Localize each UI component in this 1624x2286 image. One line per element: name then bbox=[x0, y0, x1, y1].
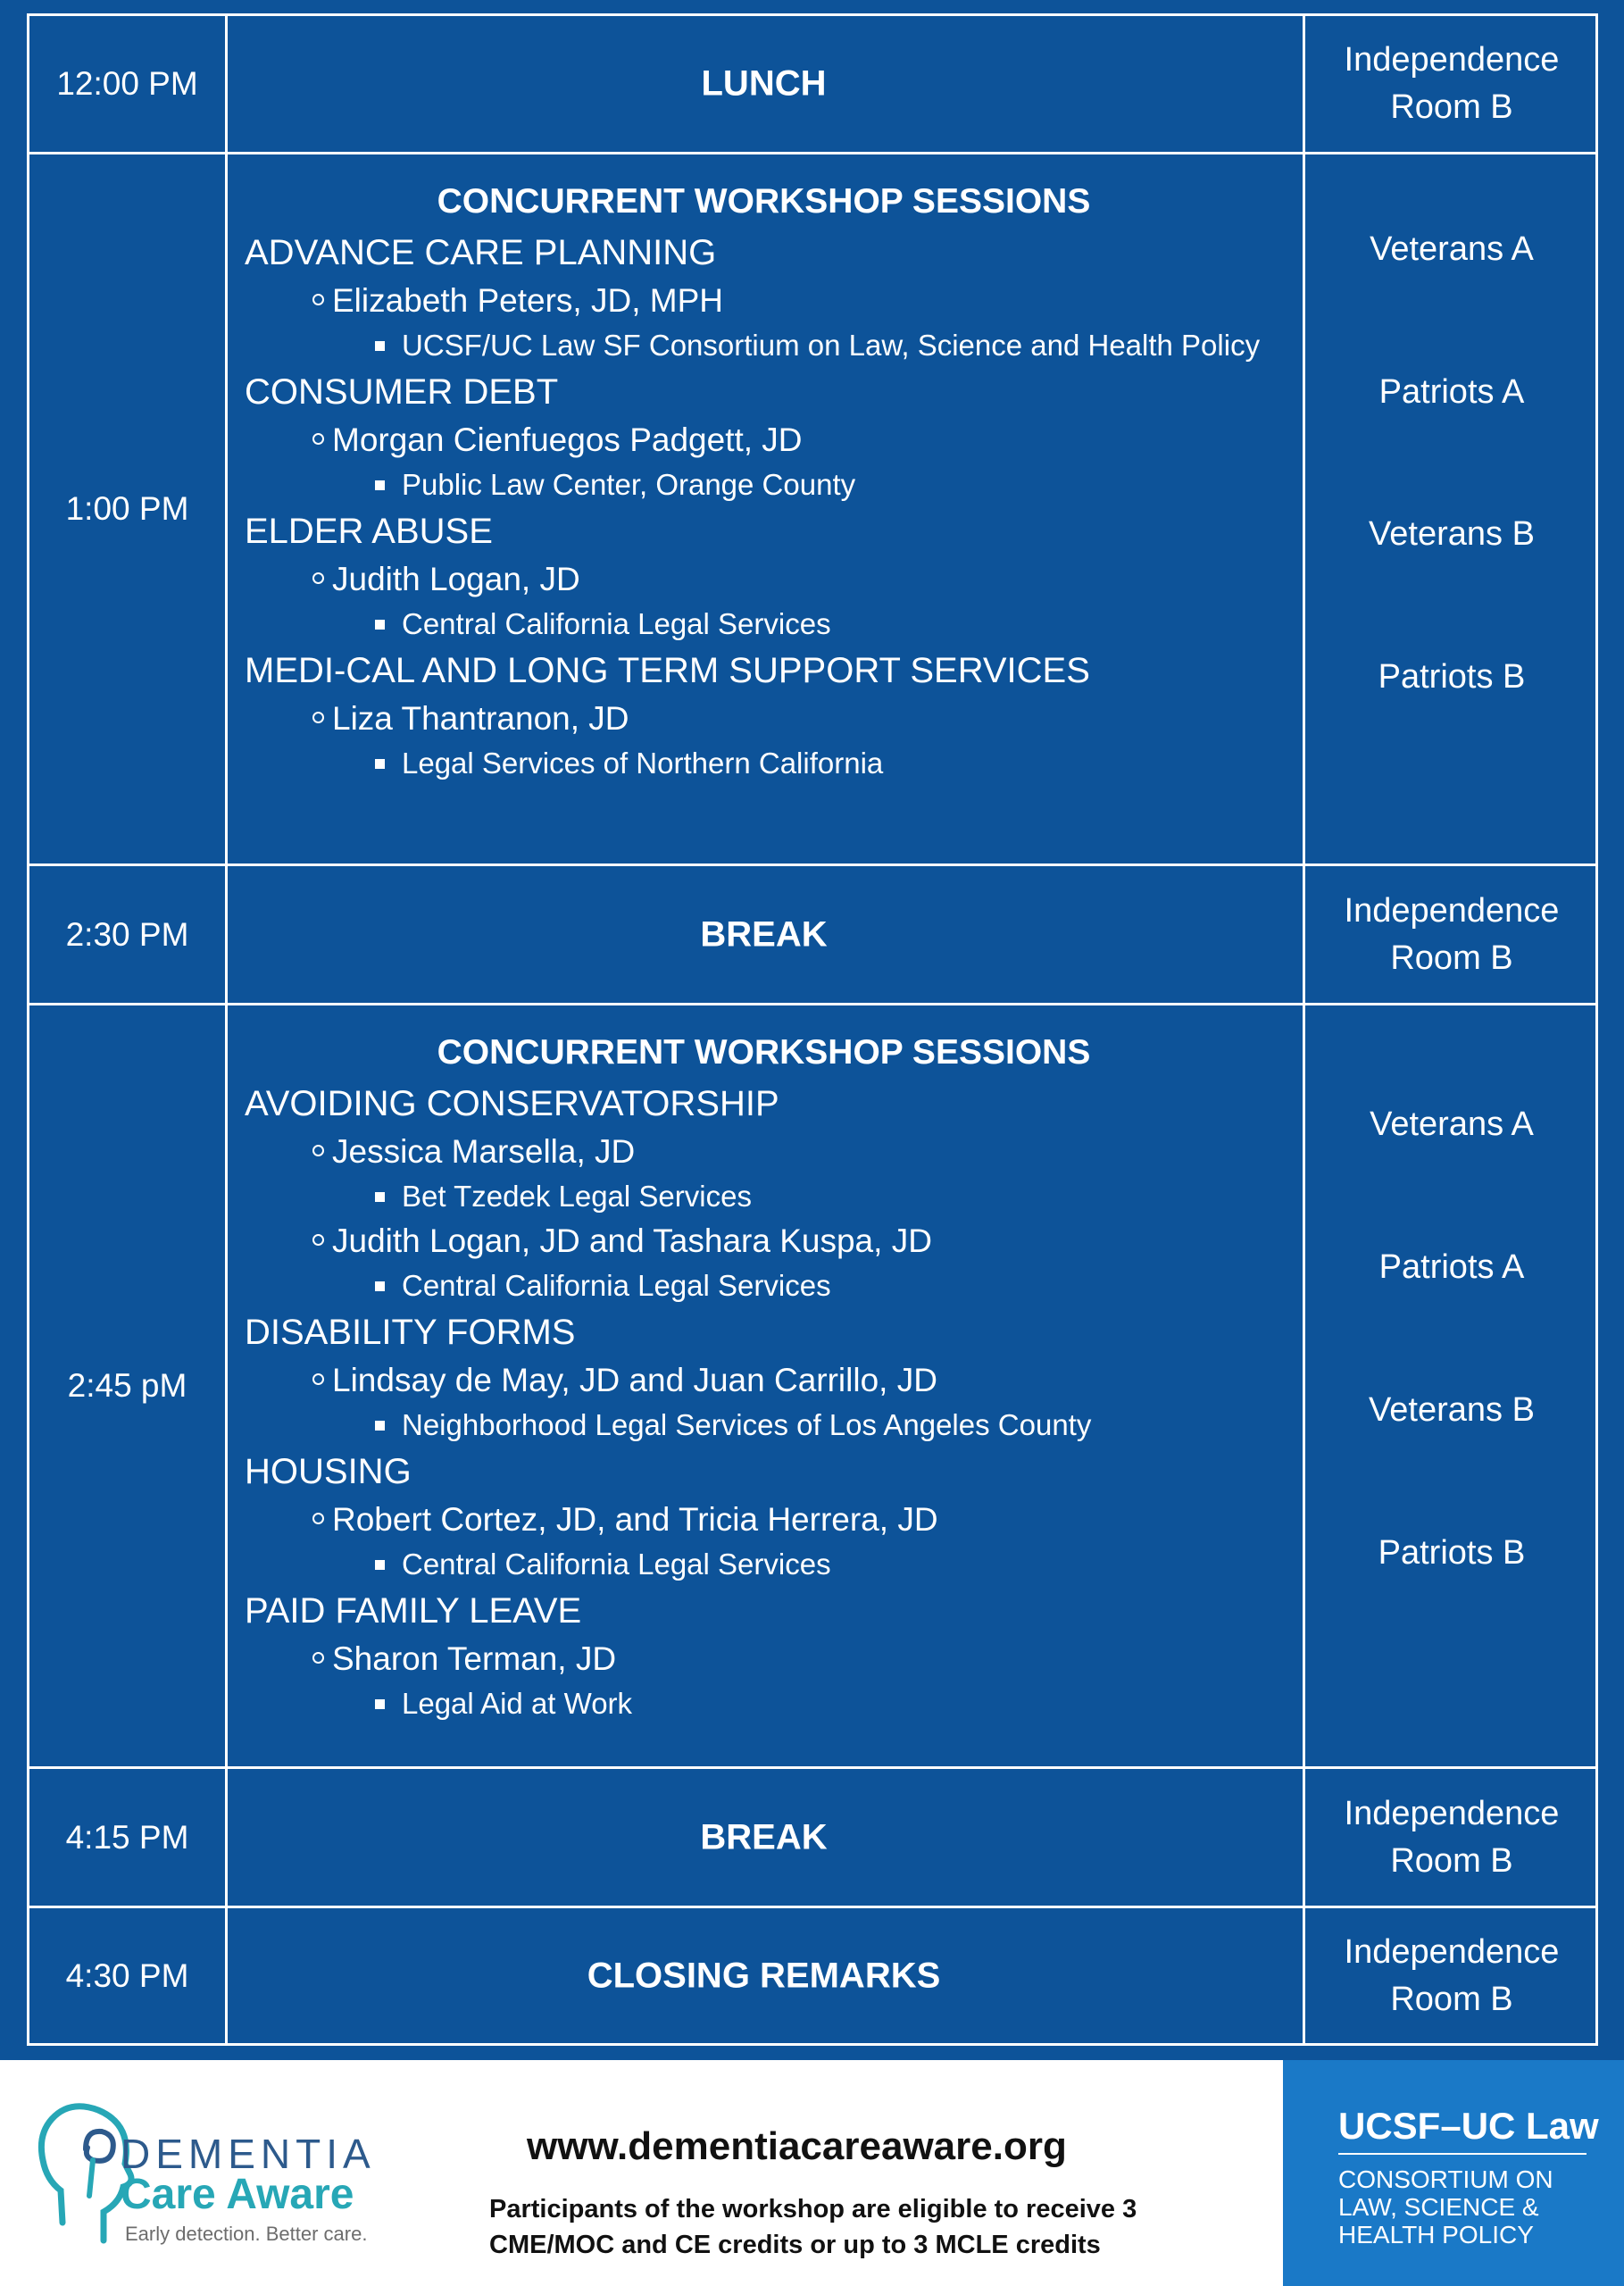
footer bbox=[0, 2060, 1624, 2286]
time-cell: 2:45 pM bbox=[29, 1005, 228, 1766]
topic: PAID FAMILY LEAVE bbox=[245, 1591, 582, 1631]
room-line: Independence bbox=[1344, 41, 1560, 79]
activity-cell bbox=[225, 154, 1305, 864]
topic: MEDI-CAL AND LONG TERM SUPPORT SERVICES bbox=[245, 651, 1090, 690]
ucsf-subtitle-line: HEALTH POLICY bbox=[1338, 2221, 1534, 2248]
presenter-name: Lindsay de May, JD and Juan Carrillo, JD bbox=[332, 1362, 937, 1398]
row-closing bbox=[27, 1906, 1598, 2046]
room-label: Veterans B bbox=[1369, 515, 1535, 553]
time-cell: 1:00 PM bbox=[29, 154, 228, 864]
presenter-name: Jessica Marsella, JD bbox=[332, 1133, 636, 1170]
logo-tagline: Early detection. Better care. bbox=[125, 2223, 368, 2245]
square-bullet-icon bbox=[375, 1281, 385, 1291]
room-line: Room B bbox=[1390, 1980, 1513, 2018]
topic: HOUSING bbox=[245, 1452, 412, 1491]
row-session-1 bbox=[27, 152, 1598, 866]
circle-bullet-icon bbox=[312, 1513, 324, 1524]
organization bbox=[245, 1682, 1303, 1725]
activity-cell bbox=[225, 1908, 1305, 2043]
circle-bullet-icon bbox=[312, 712, 324, 723]
website-link[interactable]: www.dementiacareaware.org bbox=[527, 2124, 1067, 2168]
org-name: Central California Legal Services bbox=[402, 607, 831, 640]
closing-title: CLOSING REMARKS bbox=[587, 1956, 941, 1995]
room-cell bbox=[1308, 16, 1595, 152]
activity-cell bbox=[225, 16, 1305, 152]
presenter-name: Judith Logan, JD bbox=[332, 561, 580, 597]
row-break-2 bbox=[27, 1766, 1598, 1908]
activity-cell bbox=[225, 866, 1305, 1003]
room-label: Patriots B bbox=[1378, 1534, 1526, 1572]
presenter bbox=[245, 1497, 1303, 1543]
session-list bbox=[225, 1027, 1303, 1725]
credits-note bbox=[489, 2191, 1230, 2263]
square-bullet-icon bbox=[375, 759, 385, 769]
logo-dementia: DEMENTIA bbox=[121, 2131, 376, 2177]
circle-bullet-icon bbox=[312, 1373, 324, 1385]
room-label: Patriots A bbox=[1378, 373, 1525, 411]
presenter-name: Judith Logan, JD and Tashara Kuspa, JD bbox=[332, 1222, 932, 1259]
presenter bbox=[245, 1129, 1303, 1175]
presenter bbox=[245, 1636, 1303, 1682]
row-session-2 bbox=[27, 1003, 1598, 1769]
circle-bullet-icon bbox=[312, 433, 324, 445]
presenter bbox=[245, 278, 1303, 324]
credits-line: CME/MOC and CE credits or up to 3 MCLE credits bbox=[489, 2231, 1101, 2259]
circle-bullet-icon bbox=[312, 1652, 324, 1664]
topic: ELDER ABUSE bbox=[245, 512, 493, 551]
presenter-name: Robert Cortez, JD, and Tricia Herrera, JD bbox=[332, 1501, 938, 1538]
room-cell bbox=[1308, 154, 1595, 864]
credits-line: Participants of the workshop are eligible to receive 3 bbox=[489, 2195, 1137, 2223]
break-title: BREAK bbox=[700, 914, 828, 954]
presenter bbox=[245, 417, 1303, 463]
circle-bullet-icon bbox=[312, 1234, 324, 1246]
break-title: BREAK bbox=[700, 1817, 828, 1856]
presenter bbox=[245, 1218, 1303, 1264]
topic: ADVANCE CARE PLANNING bbox=[245, 233, 717, 272]
ucsf-subtitle-line: LAW, SCIENCE & bbox=[1338, 2193, 1539, 2221]
room-cell bbox=[1308, 1769, 1595, 1906]
org-name: Central California Legal Services bbox=[402, 1269, 831, 1302]
activity-cell bbox=[225, 1769, 1305, 1906]
org-name: Central California Legal Services bbox=[402, 1548, 831, 1581]
topic: AVOIDING CONSERVATORSHIP bbox=[245, 1084, 779, 1123]
room-line: Room B bbox=[1390, 939, 1513, 977]
square-bullet-icon bbox=[375, 1421, 385, 1431]
org-name: Neighborhood Legal Services of Los Angeles County bbox=[402, 1408, 1092, 1441]
room-line: Independence bbox=[1344, 1932, 1560, 1971]
organization bbox=[245, 1175, 1303, 1218]
org-name: UCSF/UC Law SF Consortium on Law, Science and Health Policy bbox=[402, 329, 1261, 362]
session-title: CONCURRENT WORKSHOP SESSIONS bbox=[437, 1033, 1091, 1072]
org-name: Legal Aid at Work bbox=[402, 1687, 633, 1720]
organization bbox=[245, 1543, 1303, 1586]
organization bbox=[245, 324, 1303, 367]
logo-care-aware: Care Aware bbox=[121, 2171, 354, 2218]
organization bbox=[245, 1404, 1303, 1447]
square-bullet-icon bbox=[375, 1699, 385, 1709]
room-cell bbox=[1308, 1005, 1595, 1766]
circle-bullet-icon bbox=[312, 1145, 324, 1156]
time-cell: 4:15 PM bbox=[29, 1769, 228, 1906]
organization bbox=[245, 603, 1303, 646]
session-title: CONCURRENT WORKSHOP SESSIONS bbox=[437, 182, 1091, 221]
room-label: Veterans B bbox=[1369, 1391, 1535, 1429]
time-cell: 4:30 PM bbox=[29, 1908, 228, 2043]
room-label: Veterans A bbox=[1370, 230, 1534, 268]
activity-cell bbox=[225, 1005, 1305, 1766]
ucsf-subtitle bbox=[1338, 2165, 1553, 2248]
lunch-title: LUNCH bbox=[701, 63, 827, 104]
room-label: Patriots A bbox=[1378, 1248, 1525, 1286]
topic: CONSUMER DEBT bbox=[245, 372, 559, 412]
presenter-name: Elizabeth Peters, JD, MPH bbox=[332, 282, 723, 319]
room-label bbox=[1308, 37, 1595, 131]
ucsf-uclaw-logo bbox=[1283, 2060, 1624, 2286]
room-line: Room B bbox=[1390, 88, 1513, 126]
presenter bbox=[245, 556, 1303, 603]
room-label bbox=[1308, 1929, 1595, 2023]
square-bullet-icon bbox=[375, 480, 385, 490]
square-bullet-icon bbox=[375, 1192, 385, 1202]
room-label: Patriots B bbox=[1378, 658, 1526, 696]
time-cell: 2:30 PM bbox=[29, 866, 228, 1003]
circle-bullet-icon bbox=[312, 294, 324, 305]
presenter-name: Morgan Cienfuegos Padgett, JD bbox=[332, 421, 803, 458]
room-line: Independence bbox=[1344, 891, 1560, 930]
ucsf-subtitle-line: CONSORTIUM ON bbox=[1338, 2165, 1553, 2193]
room-cell bbox=[1308, 1908, 1595, 2043]
divider bbox=[1338, 2153, 1587, 2155]
topic: DISABILITY FORMS bbox=[245, 1313, 576, 1352]
session-list bbox=[225, 176, 1303, 785]
square-bullet-icon bbox=[375, 1560, 385, 1570]
organization bbox=[245, 463, 1303, 506]
organization bbox=[245, 1264, 1303, 1307]
presenter bbox=[245, 696, 1303, 742]
presenter-name: Liza Thantranon, JD bbox=[332, 700, 629, 737]
time-cell: 12:00 PM bbox=[29, 16, 228, 152]
org-name: Legal Services of Northern California bbox=[402, 747, 884, 780]
circle-bullet-icon bbox=[312, 572, 324, 584]
org-name: Bet Tzedek Legal Services bbox=[402, 1180, 752, 1213]
room-label: Veterans A bbox=[1370, 1105, 1534, 1143]
room-line: Room B bbox=[1390, 1841, 1513, 1880]
presenter-name: Sharon Terman, JD bbox=[332, 1640, 617, 1677]
square-bullet-icon bbox=[375, 620, 385, 630]
room-cell bbox=[1308, 866, 1595, 1003]
room-label bbox=[1308, 888, 1595, 982]
room-line: Independence bbox=[1344, 1794, 1560, 1832]
ucsf-title: UCSF–UC Law bbox=[1338, 2105, 1599, 2147]
presenter bbox=[245, 1357, 1303, 1404]
row-break-1 bbox=[27, 864, 1598, 1005]
room-label bbox=[1308, 1790, 1595, 1885]
row-lunch bbox=[27, 13, 1598, 154]
organization bbox=[245, 742, 1303, 785]
square-bullet-icon bbox=[375, 341, 385, 351]
org-name: Public Law Center, Orange County bbox=[402, 468, 856, 501]
